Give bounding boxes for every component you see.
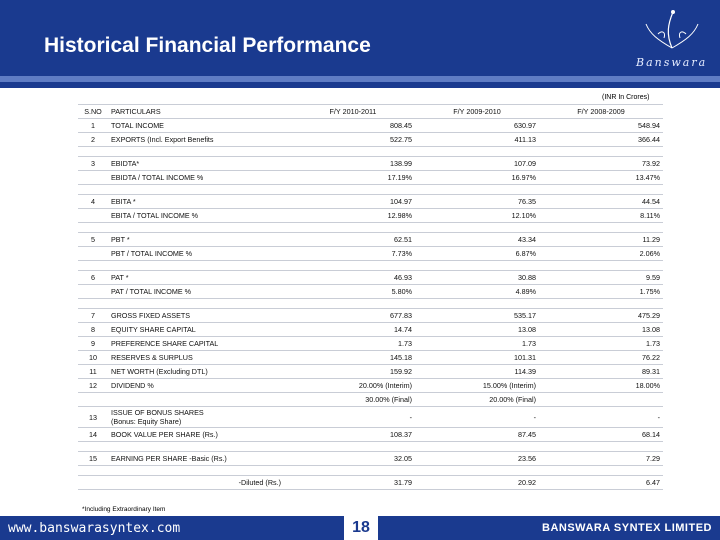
value-fy2009: 7.29 (539, 452, 663, 466)
table-row (78, 428, 663, 442)
value-fy2011: 104.97 (291, 195, 415, 209)
row-label: BOOK VALUE PER SHARE (Rs.) (108, 428, 291, 442)
spacer-row (78, 185, 663, 195)
value-fy2011: 12.98% (291, 209, 415, 223)
row-label-sub: (Bonus: Equity Share) (111, 417, 182, 426)
value-fy2011: 17.19% (291, 171, 415, 185)
page-number: 18 (344, 516, 378, 540)
table-row (78, 407, 663, 428)
value-fy2010: 107.09 (415, 157, 539, 171)
table-row (78, 271, 663, 285)
value-fy2011: 522.75 (291, 133, 415, 147)
table-row (78, 209, 663, 223)
row-label: PBT * (108, 233, 291, 247)
row-label: PAT * (108, 271, 291, 285)
table-row (78, 476, 663, 490)
spacer-row (78, 261, 663, 271)
row-number: 8 (78, 323, 108, 337)
value-fy2010: 87.45 (415, 428, 539, 442)
spacer-row (78, 147, 663, 157)
row-label: PREFERENCE SHARE CAPITAL (108, 337, 291, 351)
value-fy2009: 366.44 (539, 133, 663, 147)
table-row (78, 157, 663, 171)
row-label: DIVIDEND % (108, 379, 291, 393)
value-fy2011: 5.80% (291, 285, 415, 299)
value-fy2009: 44.54 (539, 195, 663, 209)
spacer-row (78, 223, 663, 233)
value-fy2009: 1.73 (539, 337, 663, 351)
table-row (78, 119, 663, 133)
value-fy2009: 548.94 (539, 119, 663, 133)
row-label: EBIDTA* (108, 157, 291, 171)
row-label: EBITA * (108, 195, 291, 209)
row-number (78, 285, 108, 299)
value-fy2011: 46.93 (291, 271, 415, 285)
row-number: 6 (78, 271, 108, 285)
value-fy2010: - (415, 407, 539, 428)
table-row (78, 452, 663, 466)
page-title: Historical Financial Performance (44, 34, 371, 57)
row-number (78, 393, 108, 407)
value-fy2011: 62.51 (291, 233, 415, 247)
value-fy2009: 13.08 (539, 323, 663, 337)
value-fy2009: 2.06% (539, 247, 663, 261)
table-row (78, 365, 663, 379)
row-label: PAT / TOTAL INCOME % (108, 285, 291, 299)
row-number: 4 (78, 195, 108, 209)
value-fy2011: 159.92 (291, 365, 415, 379)
row-label: TOTAL INCOME (108, 119, 291, 133)
row-label-multiline (108, 407, 291, 428)
value-fy2010: 23.56 (415, 452, 539, 466)
value-fy2010: 6.87% (415, 247, 539, 261)
value-fy2010: 1.73 (415, 337, 539, 351)
value-fy2011: 14.74 (291, 323, 415, 337)
value-fy2010: 30.88 (415, 271, 539, 285)
value-fy2009 (539, 393, 663, 407)
value-fy2009: 73.92 (539, 157, 663, 171)
row-label: GROSS FIXED ASSETS (108, 309, 291, 323)
value-fy2011: 20.00% (Interim) (291, 379, 415, 393)
row-number: 5 (78, 233, 108, 247)
value-fy2010: 411.13 (415, 133, 539, 147)
row-number: 9 (78, 337, 108, 351)
row-number (78, 171, 108, 185)
value-fy2010: 16.97% (415, 171, 539, 185)
value-fy2011: 1.73 (291, 337, 415, 351)
row-number: 7 (78, 309, 108, 323)
column-header: S.NO (78, 105, 108, 119)
financial-table (78, 104, 663, 490)
value-fy2009: 9.59 (539, 271, 663, 285)
row-label: RESERVES & SURPLUS (108, 351, 291, 365)
table-row (78, 233, 663, 247)
column-header: F/Y 2010-2011 (291, 105, 415, 119)
value-fy2010: 630.97 (415, 119, 539, 133)
column-header: F/Y 2008-2009 (539, 105, 663, 119)
table-header-row (78, 105, 663, 119)
footer-bar (0, 516, 720, 540)
row-label: PBT / TOTAL INCOME % (108, 247, 291, 261)
value-fy2010: 12.10% (415, 209, 539, 223)
value-fy2011: 30.00% (Final) (291, 393, 415, 407)
row-label: EQUITY SHARE CAPITAL (108, 323, 291, 337)
spacer-row (78, 442, 663, 452)
value-fy2009: 6.47 (539, 476, 663, 490)
header-stripe (0, 76, 720, 82)
table-row (78, 309, 663, 323)
value-fy2009: 18.00% (539, 379, 663, 393)
table-row (78, 133, 663, 147)
value-fy2010: 20.92 (415, 476, 539, 490)
footnote: *Including Extraordinary Item (82, 506, 166, 513)
value-fy2009: 76.22 (539, 351, 663, 365)
value-fy2011: 145.18 (291, 351, 415, 365)
logo-text: Banswara (636, 56, 708, 69)
value-fy2011: 677.83 (291, 309, 415, 323)
row-label: -Diluted (Rs.) (108, 476, 291, 490)
value-fy2011: 808.45 (291, 119, 415, 133)
table-row (78, 351, 663, 365)
row-number: 12 (78, 379, 108, 393)
value-fy2011: 138.99 (291, 157, 415, 171)
value-fy2011: 31.79 (291, 476, 415, 490)
value-fy2009: 475.29 (539, 309, 663, 323)
row-label (108, 393, 291, 407)
value-fy2009: - (539, 407, 663, 428)
row-label: EXPORTS (Incl. Export Benefits (108, 133, 291, 147)
row-number: 13 (78, 407, 108, 428)
row-label: EBIDTA / TOTAL INCOME % (108, 171, 291, 185)
value-fy2010: 4.89% (415, 285, 539, 299)
value-fy2010: 101.31 (415, 351, 539, 365)
row-label: EBITA / TOTAL INCOME % (108, 209, 291, 223)
row-number (78, 247, 108, 261)
units-note: (INR In Crores) (602, 94, 650, 101)
table-row (78, 285, 663, 299)
value-fy2010: 43.34 (415, 233, 539, 247)
value-fy2011: 32.05 (291, 452, 415, 466)
value-fy2011: 7.73% (291, 247, 415, 261)
column-header: F/Y 2009-2010 (415, 105, 539, 119)
value-fy2010: 76.35 (415, 195, 539, 209)
column-header: PARTICULARS (108, 105, 291, 119)
table-row (78, 323, 663, 337)
row-label: EARNING PER SHARE -Basic (Rs.) (108, 452, 291, 466)
spacer-row (78, 466, 663, 476)
value-fy2011: 108.37 (291, 428, 415, 442)
row-number: 1 (78, 119, 108, 133)
value-fy2010: 15.00% (Interim) (415, 379, 539, 393)
table-row (78, 337, 663, 351)
value-fy2009: 8.11% (539, 209, 663, 223)
table-row (78, 247, 663, 261)
table-row (78, 393, 663, 407)
value-fy2011: - (291, 407, 415, 428)
value-fy2009: 1.75% (539, 285, 663, 299)
spacer-row (78, 299, 663, 309)
value-fy2009: 11.29 (539, 233, 663, 247)
row-number: 2 (78, 133, 108, 147)
header-bar (0, 0, 720, 88)
value-fy2009: 13.47% (539, 171, 663, 185)
row-number (78, 209, 108, 223)
table-row (78, 379, 663, 393)
value-fy2009: 68.14 (539, 428, 663, 442)
website-url: www.banswarasyntex.com (8, 521, 181, 536)
row-number (78, 476, 108, 490)
value-fy2010: 20.00% (Final) (415, 393, 539, 407)
row-number: 10 (78, 351, 108, 365)
table-row (78, 171, 663, 185)
table-row (78, 195, 663, 209)
value-fy2010: 13.08 (415, 323, 539, 337)
row-number: 14 (78, 428, 108, 442)
value-fy2009: 89.31 (539, 365, 663, 379)
company-name: BANSWARA SYNTEX LIMITED (542, 522, 712, 534)
row-number: 15 (78, 452, 108, 466)
value-fy2010: 114.39 (415, 365, 539, 379)
row-label: NET WORTH (Excluding DTL) (108, 365, 291, 379)
row-number: 3 (78, 157, 108, 171)
row-label: ISSUE OF BONUS SHARES (111, 408, 204, 417)
value-fy2010: 535.17 (415, 309, 539, 323)
row-number: 11 (78, 365, 108, 379)
